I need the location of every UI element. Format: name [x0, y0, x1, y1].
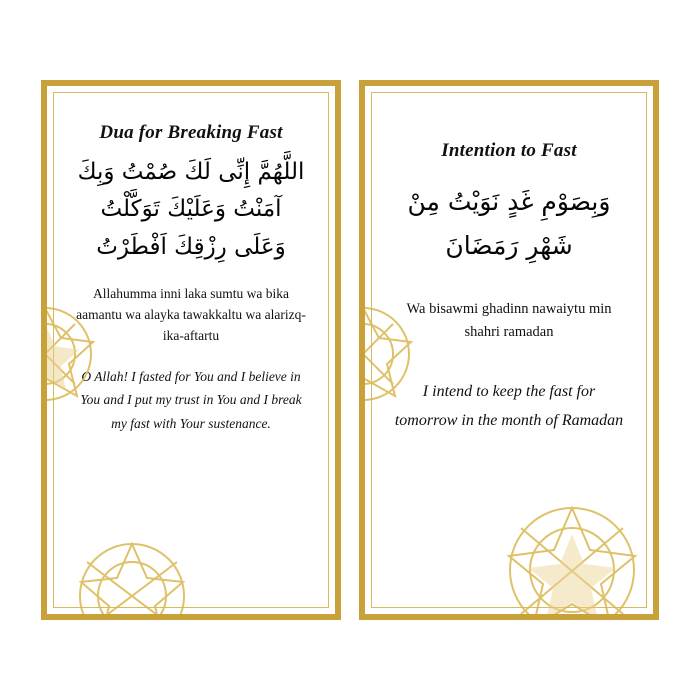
card-content: [377, 98, 641, 602]
card-title: Dua for Breaking Fast: [99, 122, 283, 143]
card-dua-breaking-fast: [41, 80, 341, 620]
arabic-text: اللَّهُمَّ إِنِّى لَكَ صُمْتُ وَبِكَ آمَنْتُ وَعَلَيْكَ تَوَكَّلْتُ وَعَلَى رِزْقِكَ اَفْطَرْتُ: [77, 159, 305, 260]
translation-text: O Allah! I fasted for You and I believe in You and I put my trust in You and I break my fast with Your sustenance.: [80, 368, 302, 431]
transliteration-text: Allahumma inni laka sumtu wa bika aamantu wa alayka tawakkaltu wa alarizq-ika-aftartu: [76, 285, 306, 343]
card-intention-to-fast: [359, 80, 659, 620]
card-content: [59, 98, 323, 602]
transliteration-text: Wa bisawmi ghadinn nawaiytu min shahri ramadan: [406, 300, 612, 340]
translation-text: I intend to keep the fast for tomorrow in the month of Ramadan: [394, 382, 624, 429]
card-title: Intention to Fast: [441, 140, 577, 161]
arabic-text: وَبِصَوْمِ غَدٍ نَوَيْتُ مِنْ شَهْرِ رَمَضَانَ: [407, 187, 611, 260]
